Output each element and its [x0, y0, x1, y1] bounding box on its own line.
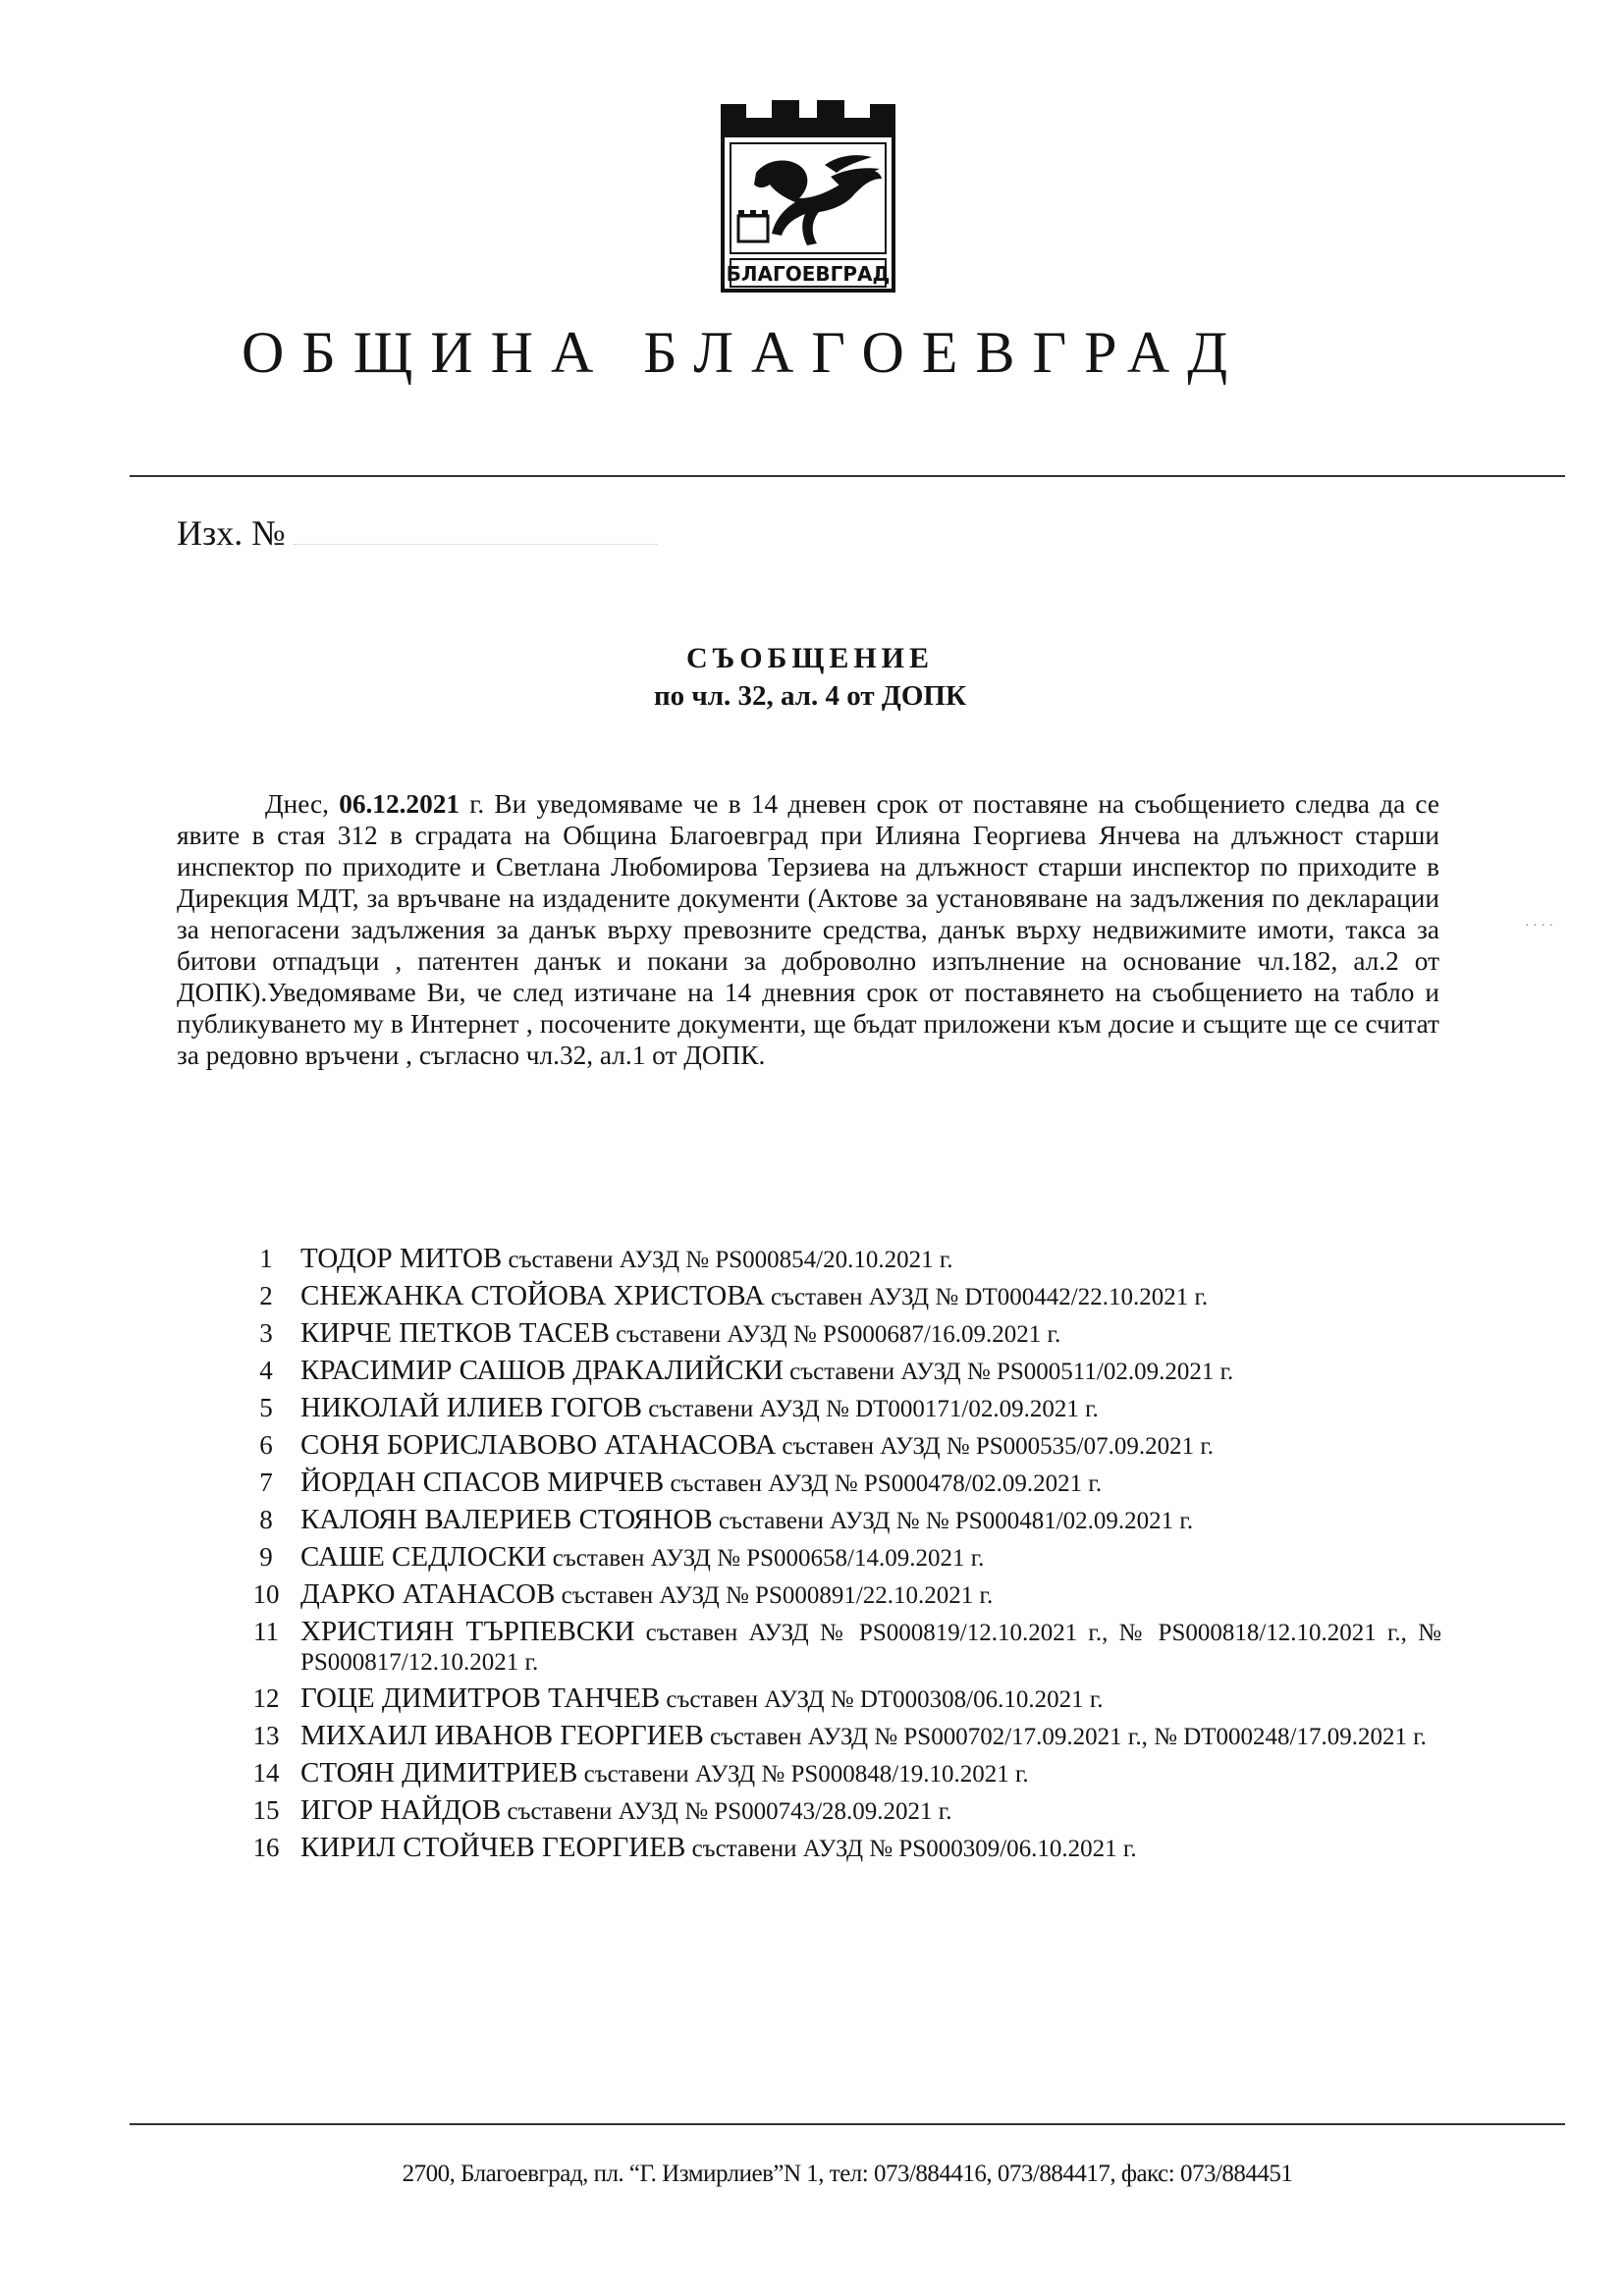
- recipient-name: КИРИЛ СТОЙЧЕВ ГЕОРГИЕВ: [300, 1832, 686, 1863]
- list-item: [232, 1431, 1441, 1461]
- body-text: г. Ви уведомяваме че в 14 дневен срок от поставяне на съобщението следва да се явите в стая 312 в сградата на Община Благоевград при Илияна Георгиева Янчева на длъжност старши инспектор по приходите и Светлана Любомирова Терзиева на длъжност старши инспектор по приходите в Дирекция МДТ, за връчване на издадените документи (Актове за установяване на задължения по декларации за непогасени задължения за данък върху превозните средства, данък върху недвижимите имоти, такса за битови отпадъци , патентен данък и покани за доброволно изпълнение на основание чл.182, ал.2 от ДОПК).Уведомяваме Ви, че след изтичане на 14 дневния срок от поставянето на съобщението на табло и публикуването му в Интернет , посочените документи, ще бъдат приложени към досие и същите ще се считат за редовно връчени , съгласно чл.32, ал.1 от ДОПК.: [177, 789, 1439, 1070]
- recipient-name: ИГОР НАЙДОВ: [300, 1794, 502, 1826]
- list-item: [232, 1580, 1441, 1610]
- list-item-text: [300, 1357, 1441, 1386]
- act-reference: съставени АУЗД № PS000511/02.09.2021 г.: [783, 1359, 1234, 1385]
- list-item-text: [300, 1394, 1441, 1423]
- recipient-name: САШЕ СЕДЛОСКИ: [300, 1541, 547, 1573]
- list-item-text: [300, 1468, 1441, 1498]
- list-item-text: [300, 1319, 1441, 1349]
- recipient-name: КРАСИМИР САШОВ ДРАКАЛИЙСКИ: [300, 1355, 784, 1386]
- list-item-number: 1: [259, 1244, 273, 1273]
- recipient-list: [232, 1245, 1441, 1871]
- act-reference: съставени АУЗД № PS000743/28.09.2021 г.: [501, 1798, 952, 1825]
- list-item-number: 10: [252, 1579, 280, 1609]
- act-reference: съставени АУЗД № PS000848/19.10.2021 г.: [577, 1761, 1029, 1788]
- act-reference: съставен АУЗД № PS000819/12.10.2021 г., № PS000818/12.10.2021 г., № PS000817/12.10.2021 г.: [300, 1620, 1441, 1676]
- list-item-text: [300, 1618, 1441, 1677]
- recipient-name: ДАРКО АТАНАСОВ: [300, 1578, 556, 1610]
- list-item-text: [300, 1796, 1441, 1826]
- act-reference: съставени АУЗД № DT000171/02.09.2021 г.: [642, 1396, 1099, 1422]
- list-item-text: [300, 1543, 1441, 1573]
- recipient-name: КАЛОЯН ВАЛЕРИЕВ СТОЯНОВ: [300, 1504, 713, 1535]
- list-item-number: 8: [259, 1505, 273, 1534]
- list-item-number: 6: [259, 1430, 273, 1460]
- list-item: [232, 1834, 1441, 1863]
- list-item: [232, 1506, 1441, 1535]
- list-item-number: 9: [259, 1542, 273, 1572]
- list-item-text: [300, 1431, 1441, 1461]
- notice-body: [177, 788, 1439, 1071]
- notice-date: 06.12.2021: [339, 789, 460, 819]
- list-item-number: 13: [252, 1721, 280, 1750]
- list-item: [232, 1796, 1441, 1826]
- outgoing-reference: [177, 512, 657, 554]
- list-item-text: [300, 1245, 1441, 1274]
- list-item: [232, 1684, 1441, 1714]
- list-item-number: 5: [259, 1393, 273, 1422]
- recipient-name: НИКОЛАЙ ИЛИЕВ ГОГОВ: [300, 1392, 642, 1423]
- municipality-title: ОБЩИНА БЛАГОЕВГРАД: [242, 320, 1246, 385]
- footer-address: 2700, Благоевград, пл. “Г. Измирлиев”N 1, тел: 073/884416, 073/884417, факс: 073/884451: [402, 2161, 1293, 2187]
- list-item-number: 16: [252, 1833, 280, 1862]
- reference-number-blank: [294, 518, 657, 545]
- recipient-name: СТОЯН ДИМИТРИЕВ: [300, 1757, 578, 1789]
- header-divider: [130, 475, 1565, 477]
- footer-divider: [130, 2123, 1565, 2125]
- list-item-text: [300, 1506, 1441, 1535]
- recipient-name: МИХАИЛ ИВАНОВ ГЕОРГИЕВ: [300, 1720, 704, 1751]
- list-item-number: 15: [252, 1795, 280, 1825]
- list-item-text: [300, 1722, 1441, 1751]
- list-item-text: [300, 1684, 1441, 1714]
- list-item: [232, 1543, 1441, 1573]
- recipient-name: ТОДОР МИТОВ: [300, 1243, 503, 1274]
- list-item-text: [300, 1759, 1441, 1789]
- list-item: [232, 1245, 1441, 1274]
- list-item-text: [300, 1580, 1441, 1610]
- notice-title: СЪОБЩЕНИЕ: [685, 642, 935, 674]
- list-item-number: 4: [259, 1356, 273, 1385]
- act-reference: съставен АУЗД № PS000891/22.10.2021 г.: [555, 1582, 994, 1609]
- recipient-name: СОНЯ БОРИСЛАВОВО АТАНАСОВА: [300, 1429, 777, 1461]
- list-item: [232, 1357, 1441, 1386]
- outgoing-reference-label: Изх. №: [177, 513, 286, 553]
- recipient-name: СНЕЖАНКА СТОЙОВА ХРИСТОВА: [300, 1280, 765, 1311]
- intro-text: Днес,: [265, 789, 340, 819]
- list-item-text: [300, 1834, 1441, 1863]
- notice-subtitle: по чл. 32, ал. 4 от ДОПК: [653, 680, 967, 712]
- list-item-number: 7: [259, 1468, 273, 1497]
- list-item-number: 11: [253, 1617, 279, 1646]
- recipient-name: КИРЧЕ ПЕТКОВ ТАСЕВ: [300, 1317, 610, 1349]
- crest-label: БЛАГОЕВГРАД: [726, 262, 891, 286]
- act-reference: съставен АУЗД № DT000442/22.10.2021 г.: [764, 1284, 1209, 1310]
- act-reference: съставени АУЗД № PS000309/06.10.2021 г.: [685, 1836, 1137, 1862]
- list-item-number: 3: [259, 1318, 273, 1348]
- list-item-number: 2: [259, 1281, 273, 1310]
- act-reference: съставени АУЗД № № PS000481/02.09.2021 г.: [712, 1508, 1194, 1534]
- recipient-name: ЙОРДАН СПАСОВ МИРЧЕВ: [300, 1467, 665, 1498]
- notice-paragraph: [177, 788, 1439, 1071]
- list-item: [232, 1468, 1441, 1498]
- act-reference: съставени АУЗД № PS000854/20.10.2021 г.: [502, 1247, 953, 1273]
- list-item: [232, 1394, 1441, 1423]
- act-reference: съставен АУЗД № PS000535/07.09.2021 г.: [776, 1433, 1215, 1460]
- act-reference: съставени АУЗД № PS000687/16.09.2021 г.: [609, 1321, 1061, 1348]
- margin-dots: · · · ·: [1525, 919, 1554, 934]
- list-item: [232, 1618, 1441, 1677]
- recipient-name: ГОЦЕ ДИМИТРОВ ТАНЧЕВ: [300, 1682, 661, 1714]
- list-item-number: 12: [252, 1683, 280, 1713]
- list-item-number: 14: [252, 1758, 280, 1788]
- act-reference: съставен АУЗД № PS000478/02.09.2021 г.: [664, 1470, 1103, 1497]
- recipient-name: ХРИСТИЯН ТЪРПЕВСКИ: [300, 1616, 635, 1647]
- act-reference: съставен АУЗД № DT000308/06.10.2021 г.: [660, 1686, 1104, 1713]
- list-item-text: [300, 1282, 1441, 1311]
- list-item: [232, 1282, 1441, 1311]
- municipality-crest-icon: [717, 96, 899, 294]
- list-item: [232, 1759, 1441, 1789]
- list-item: [232, 1319, 1441, 1349]
- notice-heading: [550, 640, 1070, 715]
- act-reference: съставен АУЗД № PS000702/17.09.2021 г., № DT000248/17.09.2021 г.: [703, 1724, 1427, 1750]
- list-item: [232, 1722, 1441, 1751]
- act-reference: съставен АУЗД № PS000658/14.09.2021 г.: [546, 1545, 985, 1572]
